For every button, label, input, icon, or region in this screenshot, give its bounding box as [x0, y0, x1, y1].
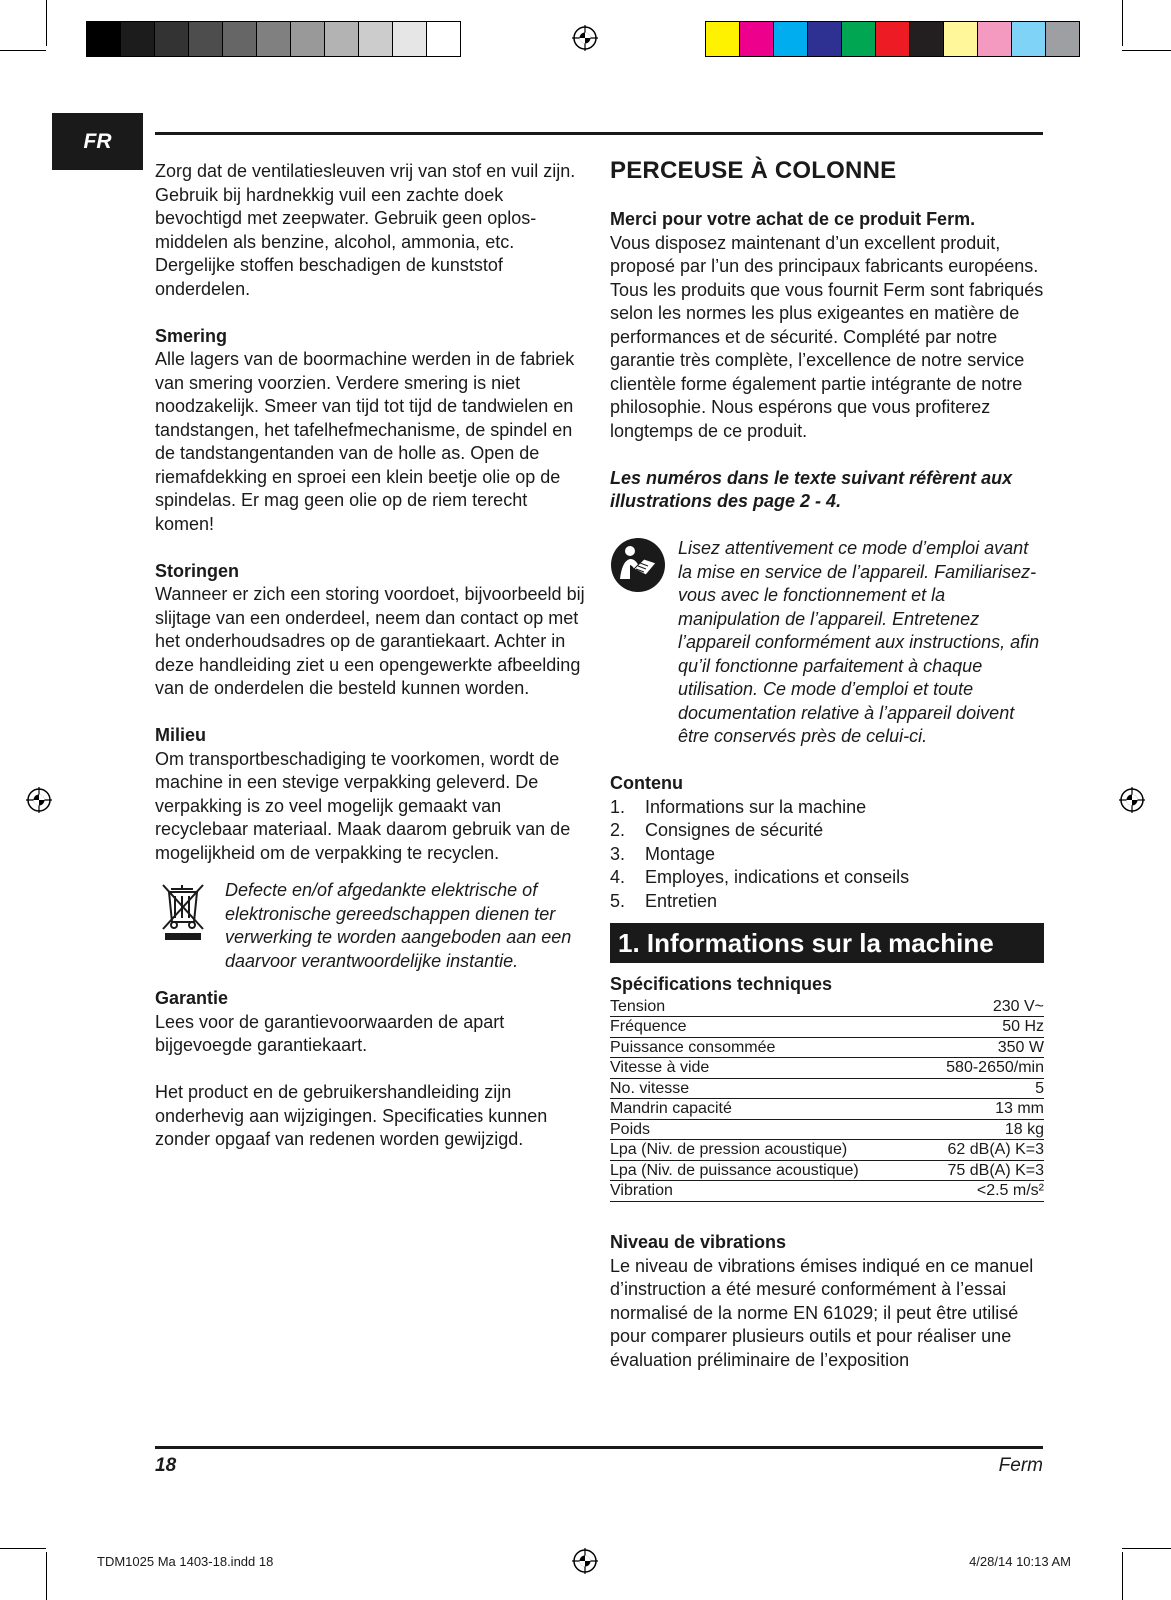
paragraph: Het product en de gebruikershandleiding zijn onderhevig aan wijzigingen. Specificaties kunnen zonder opgaaf van redenen worden gewijzigd.: [155, 1082, 548, 1149]
crop-mark: [1122, 0, 1123, 46]
color-swatch: [155, 22, 189, 56]
color-swatch: [774, 22, 808, 56]
left-column: [155, 160, 585, 1152]
registration-mark-icon: [572, 1548, 598, 1574]
spec-label: Lpa (Niv. de puissance acoustique): [610, 1160, 921, 1181]
footer-rule: [155, 1446, 1043, 1449]
spec-label: Puissance consommée: [610, 1037, 921, 1058]
page-number: 18: [155, 1455, 177, 1476]
section-heading-garantie: Garantie: [155, 988, 229, 1008]
language-tab: FR: [52, 113, 143, 170]
thanks-line: Merci pour votre achat de ce produit Ferm.: [610, 209, 976, 229]
spec-label: Fréquence: [610, 1017, 921, 1038]
file-slug: TDM1025 Ma 1403-18.indd 18: [97, 1554, 274, 1569]
crop-mark: [1122, 1548, 1171, 1549]
crop-mark: [1122, 1552, 1123, 1600]
grayscale-color-bar: [86, 21, 461, 57]
weee-bin-icon: [155, 879, 213, 941]
registration-mark-icon: [1119, 787, 1145, 813]
color-swatch: [87, 22, 121, 56]
color-swatch: [740, 22, 774, 56]
crop-mark: [46, 0, 47, 46]
crop-mark: [1122, 50, 1171, 51]
spec-row: [610, 1017, 1044, 1038]
list-item: 2. Consignes de sécurité: [610, 820, 824, 840]
spec-row: [610, 1078, 1044, 1099]
section-heading-smering: Smering: [155, 325, 228, 346]
paragraph: Lees voor de garantievoorwaarden de apart bijgevoegde garantiekaart.: [155, 1011, 505, 1055]
list-item: 4. Employes, indications et conseils: [610, 867, 910, 887]
section-heading-vibrations: Niveau de vibrations: [610, 1232, 787, 1252]
spec-row: [610, 1119, 1044, 1140]
section-heading-storingen: Storingen: [155, 560, 239, 581]
brand-name: Ferm: [998, 1455, 1043, 1476]
color-swatch: [325, 22, 359, 56]
spec-label: No. vitesse: [610, 1078, 921, 1099]
color-swatch: [978, 22, 1012, 56]
spec-row: [610, 1140, 1044, 1161]
color-swatch: [257, 22, 291, 56]
color-swatch: [427, 22, 460, 56]
spec-row: [610, 1181, 1044, 1202]
paragraph: Le niveau de vibrations émises indiqué en ce manuel d’instruction a été mesuré conformément à l’essai normalisé de la norme EN 61029; il peut être utilisé pour comparer plusieurs outils et pour réaliser une évaluation préliminaire de l’exposition: [610, 1255, 1034, 1370]
color-swatch: [876, 22, 910, 56]
list-item: 3. Montage: [610, 843, 716, 864]
section-banner: 1. Informations sur la machine: [610, 923, 1044, 963]
paragraph: Om transportbeschadiging te voorkomen, wordt de machine in een stevige verpakking geleverd. De verpakking is zo veel mogelijk gemaakt van recyclebaar materiaal. Maak daarom gebruik van de mogelijkheid om de verpakking te recyclen.: [155, 748, 571, 863]
spec-value: 75 dB(A) K=3: [921, 1160, 1044, 1181]
spec-value: 50 Hz: [921, 1017, 1044, 1038]
spec-row: [610, 1160, 1044, 1181]
crop-mark: [46, 1552, 47, 1600]
list-item: 5. Entretien: [610, 890, 718, 911]
paragraph: Zorg dat de ventilatiesleuven vrij van stof en vuil zijn.: [155, 161, 576, 181]
color-swatch: [910, 22, 944, 56]
spec-heading: Spécifications techniques: [610, 974, 833, 994]
right-column: [610, 156, 1044, 1372]
color-swatch: [291, 22, 325, 56]
registration-mark-icon: [26, 787, 52, 813]
weee-notice: [155, 879, 585, 973]
paragraph: Vous disposez maintenant d’un excellent produit, proposé par l’un des principaux fabricants européens. Tous les produits que vous fournit Ferm sont fabriqués selon les normes les plus exigeantes en matière de performances et de sécurité. Complété par notre garantie très complète, l’excellence de notre service clientèle forme également partie intégrante de notre philosophie. Nous espérons que vous profiterez longtemps de ce produit.: [610, 232, 1044, 441]
manual-notice: [610, 537, 1044, 749]
spec-row: [610, 1099, 1044, 1120]
color-swatch: [121, 22, 155, 56]
spec-value: 350 W: [921, 1037, 1044, 1058]
color-swatch: [1046, 22, 1079, 56]
spec-table: [610, 997, 1044, 1202]
spec-value: <2.5 m/s²: [921, 1181, 1044, 1202]
spec-label: Poids: [610, 1119, 921, 1140]
spec-row: [610, 1058, 1044, 1079]
paragraph: Alle lagers van de boormachine werden in de fabriek van smering voorzien. Verdere smering is niet noodzakelijk. Smeer van tijd tot tijd de tandwielen en tandstangen, het tafelhefmechanisme, de spindel en de tandstangentanden van de holle as. Open de riemafdekking en sproei een klein beetje olie op de spindelas. Er mag geen olie op de riem terecht komen!: [155, 349, 575, 534]
weee-text: Defecte en/of afgedankte elektrische of elektronische gereedschappen dienen ter verwerking te worden aangeboden aan een daarvoor verantwoordelijke instantie.: [225, 880, 572, 971]
color-swatch: [359, 22, 393, 56]
color-swatch: [223, 22, 257, 56]
list-item: 1. Informations sur la machine: [610, 796, 867, 817]
spec-row: [610, 997, 1044, 1017]
spec-value: 13 mm: [921, 1099, 1044, 1120]
color-swatch: [842, 22, 876, 56]
contents-list: [610, 796, 1044, 914]
color-swatch: [808, 22, 842, 56]
header-rule: [155, 132, 1043, 135]
spec-label: Vitesse à vide: [610, 1058, 921, 1079]
crop-mark: [0, 1548, 46, 1549]
read-manual-icon: [610, 537, 666, 593]
spec-value: 18 kg: [921, 1119, 1044, 1140]
paragraph: Wanneer er zich een storing voordoet, bijvoorbeeld bij slijtage van een onderdeel, neem dan contact op met het onderhoudsadres op de garantiekaart. Achter in deze handleiding ziet u een opengewerkte afbeelding van de onderdelen die besteld kunnen worden.: [155, 584, 585, 698]
color-swatch: [189, 22, 223, 56]
paragraph: Gebruik bij hardnekkig vuil een zachte doek bevochtigd met zeepwater. Gebruik geen oplos-middelen als benzine, alcohol, ammonia, etc. Dergelijke stoffen beschadigen de kunststof onderdelen.: [155, 184, 537, 299]
process-color-bar: [705, 21, 1080, 57]
color-swatch: [706, 22, 740, 56]
spec-label: Lpa (Niv. de pression acoustique): [610, 1140, 921, 1161]
date-slug: 4/28/14 10:13 AM: [969, 1554, 1071, 1569]
spec-value: 5: [921, 1078, 1044, 1099]
color-swatch: [944, 22, 978, 56]
spec-value: 230 V~: [921, 997, 1044, 1017]
spec-label: Vibration: [610, 1181, 921, 1202]
section-heading-milieu: Milieu: [155, 725, 207, 745]
manual-text: Lisez attentivement ce mode d’emploi avant la mise en service de l’appareil. Familiarisez-vous avec le fonctionnement et la manipulation de l’appareil. Entretenez l’appareil conformément aux instructions, afin qu’il fonctionne parfaitement à chaque utilisation. Ce mode d’emploi et toute documentation relative à l’appareil doivent être conservés près de celui-ci.: [678, 538, 1040, 746]
color-swatch: [1012, 22, 1046, 56]
spec-label: Mandrin capacité: [610, 1099, 921, 1120]
page-title: PERCEUSE À COLONNE: [610, 157, 897, 184]
spec-row: [610, 1037, 1044, 1058]
section-heading-contenu: Contenu: [610, 773, 683, 793]
spec-value: 62 dB(A) K=3: [921, 1140, 1044, 1161]
spec-value: 580-2650/min: [921, 1058, 1044, 1079]
color-swatch: [393, 22, 427, 56]
spec-label: Tension: [610, 997, 921, 1017]
registration-mark-icon: [572, 25, 598, 51]
crop-mark: [0, 50, 46, 51]
illustration-note: Les numéros dans le texte suivant réfèrent aux illustrations des page 2 - 4.: [610, 467, 1013, 511]
